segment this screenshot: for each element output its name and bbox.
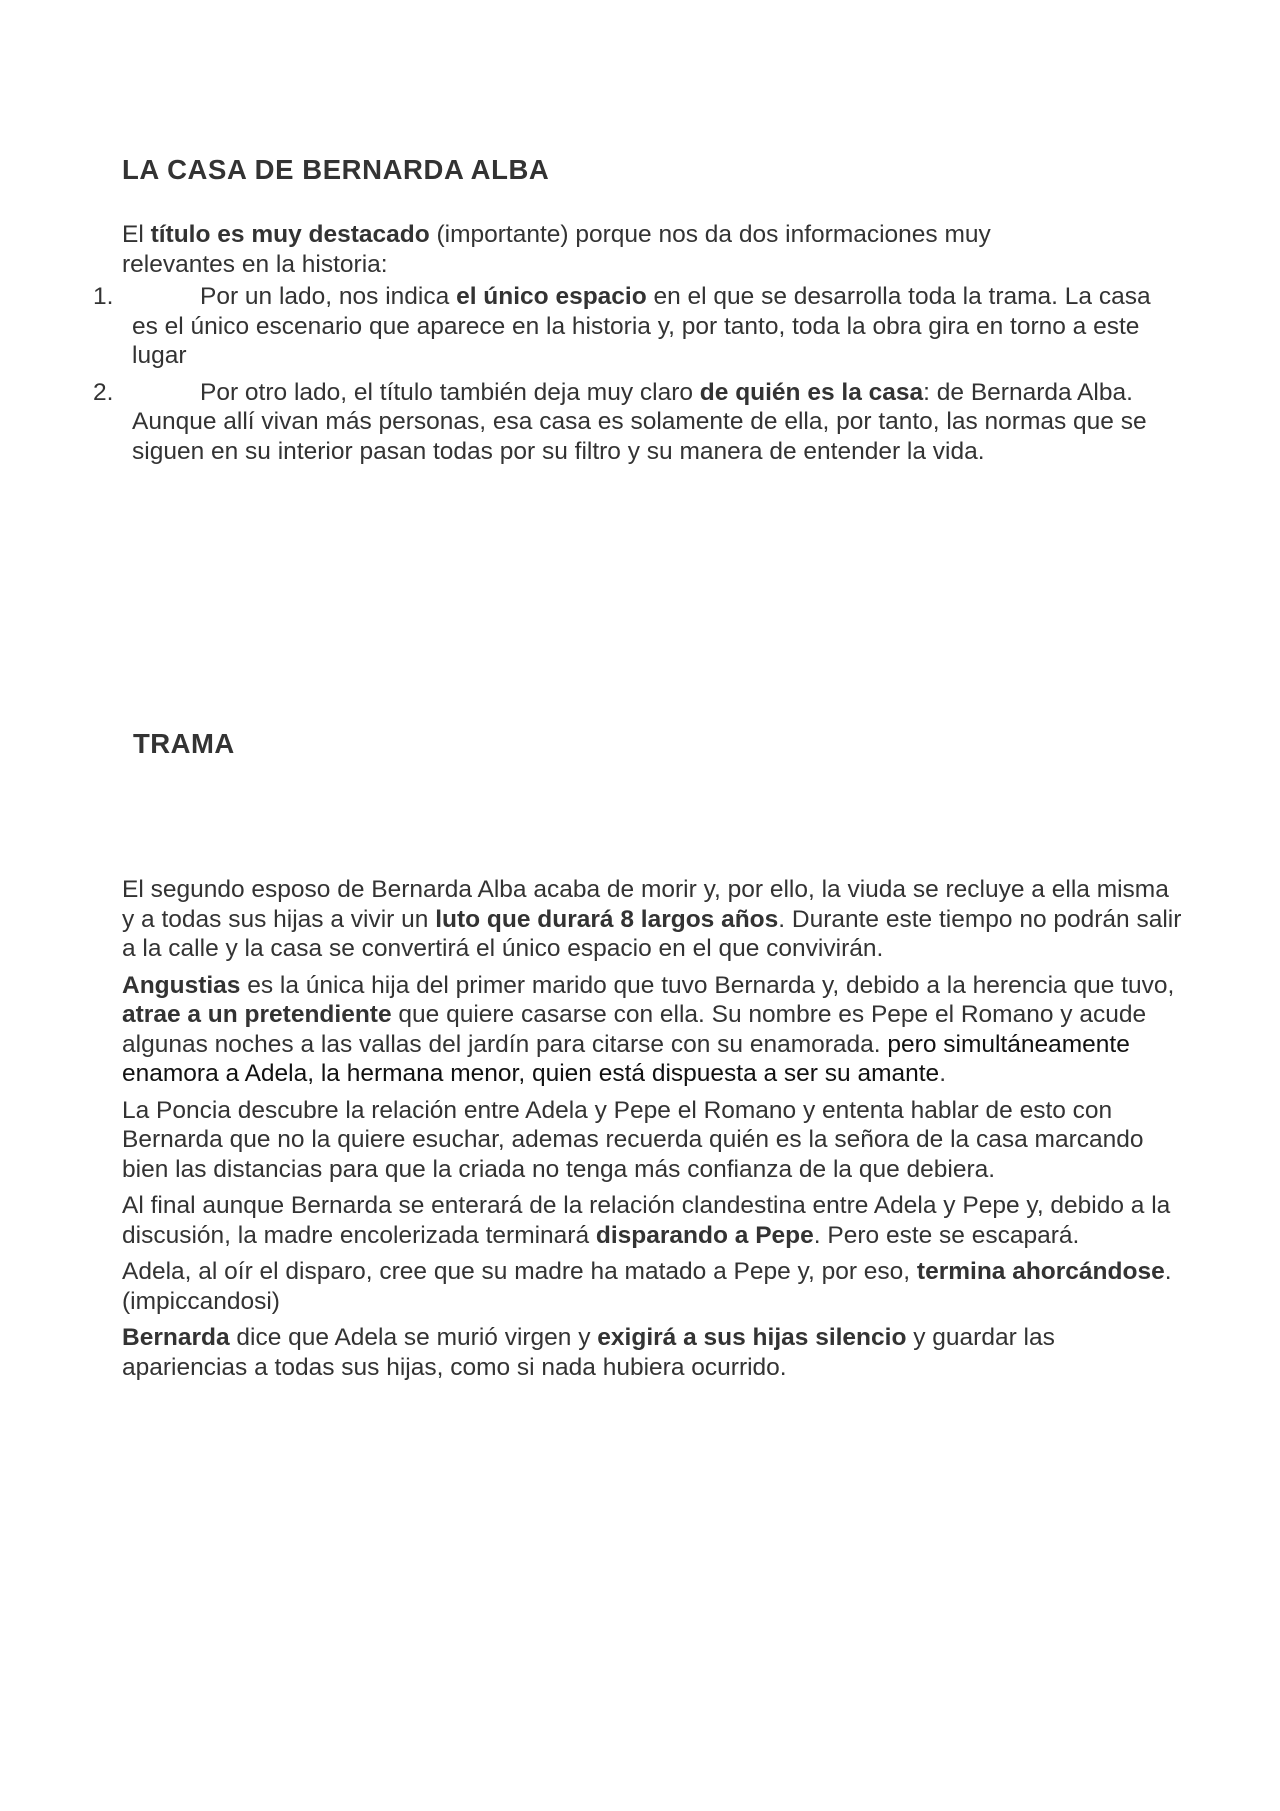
trama-paragraph: La Poncia descubre la relación entre Adela y Pepe el Romano y ententa hablar de esto con Bernarda que no la quiere esuchar, ademas recuerda quién es la señora de la casa marcando bien las distancias para que la criada no tenga más confianza de la que debiera.	[122, 1096, 1144, 1183]
list-bold: de quién es la casa	[699, 378, 924, 406]
trama-paragraph	[122, 1191, 1182, 1250]
trama-text: y guardar las apariencias a todas sus hijas, como si nada hubiera ocurrido.	[122, 1324, 1055, 1381]
trama-section	[122, 875, 1182, 1389]
list-item	[0, 378, 1162, 467]
trama-text: es la única hija del primer marido que tuvo Bernarda y, debido a la herencia que tuvo,	[240, 971, 1175, 999]
trama-text: Al final aunque Bernarda se enterará de la relación clandestina entre Adela y Pepe y, debido a la discusión, la madre encolerizada terminará	[122, 1192, 1171, 1249]
list-text: Por otro lado, el título también deja muy claro	[200, 378, 700, 406]
section-title-trama: TRAMA	[133, 728, 235, 759]
list-text: en el que se desarrolla toda la trama. La casa es el único escenario que aparece en la historia y, por tanto, toda la obra gira en torno a este lugar	[132, 283, 1151, 369]
trama-bold: atrae a un pretendiente	[122, 1001, 392, 1028]
trama-text: El segundo esposo de Bernarda Alba acaba de morir y, por ello, la viuda se recluye a ella misma y a todas sus hijas a vivir un	[122, 876, 1169, 933]
numbered-list	[0, 282, 1200, 473]
trama-bold: disparando a Pepe	[595, 1221, 814, 1249]
trama-paragraph	[122, 1323, 1182, 1382]
intro-bold: título es muy destacado	[150, 221, 430, 248]
trama-bold: Bernarda	[122, 1324, 230, 1351]
list-text: : de Bernarda Alba. Aunque allí vivan más personas, esa casa es solamente de ella, por tanto, las normas que se siguen en su interior pasan todas por su filtro y su manera de entender la vida.	[132, 378, 1147, 465]
list-number: 1.	[93, 283, 114, 310]
list-item	[0, 282, 1162, 371]
trama-bold: luto que durará 8 largos años	[435, 905, 779, 933]
list-text: Por un lado, nos indica	[200, 283, 457, 310]
trama-text: . Durante este tiempo no podrán salir a la calle y la casa se convertirá el único espacio en el que convivirán.	[122, 905, 1182, 962]
trama-text: Adela, al oír el disparo, cree que su madre ha matado a Pepe y, por eso,	[122, 1258, 917, 1285]
list-number: 2.	[93, 378, 114, 406]
trama-text: que quiere casarse con ella. Su nombre es Pepe el Romano y acude algunas noches a las vallas del jardín para citarse con su enamorada.	[122, 1001, 1147, 1058]
intro-paragraph	[122, 220, 1082, 279]
intro-text: El	[122, 221, 151, 248]
trama-paragraph	[122, 1257, 1182, 1316]
list-bold: el único espacio	[456, 283, 647, 310]
trama-text: . Pero este se escapará.	[813, 1221, 1080, 1249]
trama-text: dice que Adela se murió virgen y	[229, 1324, 598, 1351]
trama-text: .(impiccandosi)	[122, 1258, 1172, 1315]
trama-bold: exigirá a sus hijas silencio	[597, 1324, 907, 1351]
intro-text: (importante) porque nos da dos informaciones muy relevantes en la historia:	[122, 221, 991, 278]
trama-bold: termina ahorcándose	[916, 1258, 1165, 1285]
trama-paragraph	[122, 971, 1182, 1089]
trama-text: .	[939, 1060, 946, 1087]
trama-paragraph	[122, 875, 1182, 964]
trama-text-dark: pero simultáneamente enamora a Adela, la hermana menor, quien está dispuesta a ser su amante	[122, 1030, 1130, 1087]
document-title: LA CASA DE BERNARDA ALBA	[122, 154, 550, 185]
trama-bold: Angustias	[122, 971, 241, 999]
